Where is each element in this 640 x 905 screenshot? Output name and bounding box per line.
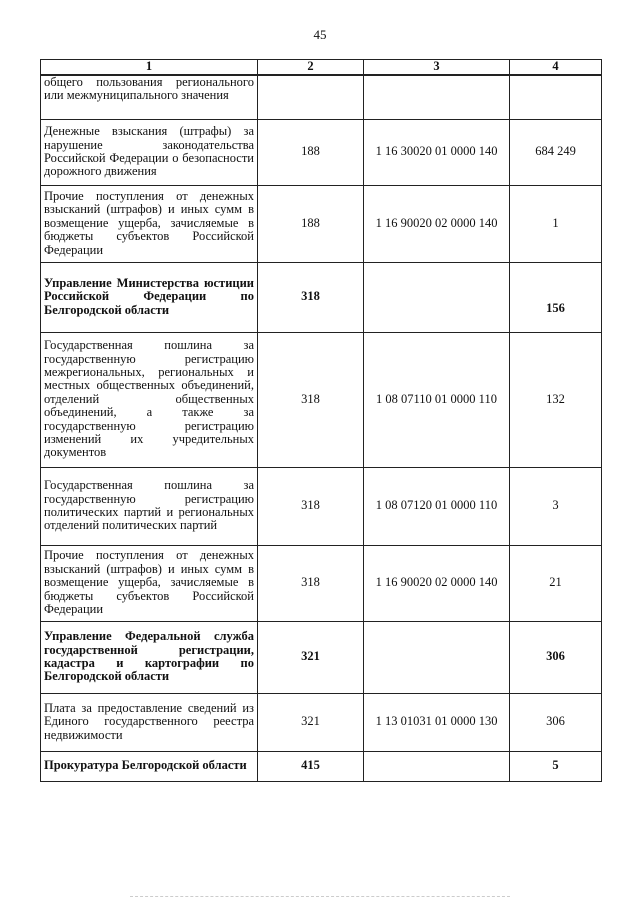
header-col-4: 4 (510, 60, 602, 76)
row-budget-code: 1 16 90020 02 0000 140 (364, 185, 510, 262)
row-admin-code (258, 75, 364, 119)
row-admin-code: 321 (258, 621, 364, 693)
row-amount: 1 (510, 185, 602, 262)
row-budget-code (364, 751, 510, 781)
table-row (41, 467, 602, 545)
row-budget-code: 1 08 07120 01 0000 110 (364, 467, 510, 545)
table-row (41, 621, 602, 693)
row-budget-code: 1 16 30020 01 0000 140 (364, 119, 510, 185)
row-budget-code: 1 16 90020 02 0000 140 (364, 545, 510, 621)
header-col-3: 3 (364, 60, 510, 76)
row-amount: 306 (510, 621, 602, 693)
row-amount: 156 (510, 262, 602, 332)
header-col-1: 1 (41, 60, 258, 76)
row-name: Управление Министерства юстиции Российской Федерации по Белгородской области (41, 262, 258, 332)
row-amount: 306 (510, 693, 602, 751)
table-row (41, 332, 602, 467)
revenue-table (40, 59, 602, 782)
row-name: Государственная пошлина за государственную регистрацию межрегиональных, региональных и местных общественных объединений, отделений общественных объединений, а также за государственную регистрацию изменений их учредительных документов (41, 332, 258, 467)
table-row (41, 185, 602, 262)
row-name: Прокуратура Белгородской области (41, 751, 258, 781)
row-budget-code: 1 13 01031 01 0000 130 (364, 693, 510, 751)
row-name: Денежные взыскания (штрафы) за нарушение законодательства Российской Федерации о безопасности дорожного движения (41, 119, 258, 185)
row-name: Государственная пошлина за государственную регистрацию политических партий и региональных отделений политических партий (41, 467, 258, 545)
row-budget-code (364, 262, 510, 332)
row-admin-code: 318 (258, 545, 364, 621)
row-name: Прочие поступления от денежных взысканий (штрафов) и иных сумм в возмещение ущерба, зачисляемые в бюджеты субъектов Российской Федерации (41, 185, 258, 262)
row-name: Управление Федеральной служба государственной регистрации, кадастра и картографии по Белгородской области (41, 621, 258, 693)
row-name: общего пользования регионального или межмуниципального значения (41, 75, 258, 119)
row-budget-code: 1 08 07110 01 0000 110 (364, 332, 510, 467)
table-row (41, 262, 602, 332)
row-admin-code: 188 (258, 119, 364, 185)
row-amount: 132 (510, 332, 602, 467)
row-admin-code: 318 (258, 262, 364, 332)
row-amount: 21 (510, 545, 602, 621)
row-budget-code (364, 621, 510, 693)
row-name: Прочие поступления от денежных взысканий (штрафов) и иных сумм в возмещение ущерба, зачисляемые в бюджеты субъектов Российской Федерации (41, 545, 258, 621)
table-row (41, 751, 602, 781)
row-admin-code: 188 (258, 185, 364, 262)
row-admin-code: 321 (258, 693, 364, 751)
table-row (41, 545, 602, 621)
page-number: 45 (313, 27, 327, 42)
table-row (41, 75, 602, 119)
row-amount: 3 (510, 467, 602, 545)
row-amount (510, 75, 602, 119)
row-amount: 684 249 (510, 119, 602, 185)
table-row (41, 693, 602, 751)
row-amount: 5 (510, 751, 602, 781)
scan-artifact-line (130, 896, 510, 897)
row-admin-code: 415 (258, 751, 364, 781)
table-row (41, 119, 602, 185)
row-admin-code: 318 (258, 332, 364, 467)
row-name: Плата за предоставление сведений из Единого государственного реестра недвижимости (41, 693, 258, 751)
header-col-2: 2 (258, 60, 364, 76)
row-budget-code (364, 75, 510, 119)
row-admin-code: 318 (258, 467, 364, 545)
header-row (41, 60, 602, 76)
